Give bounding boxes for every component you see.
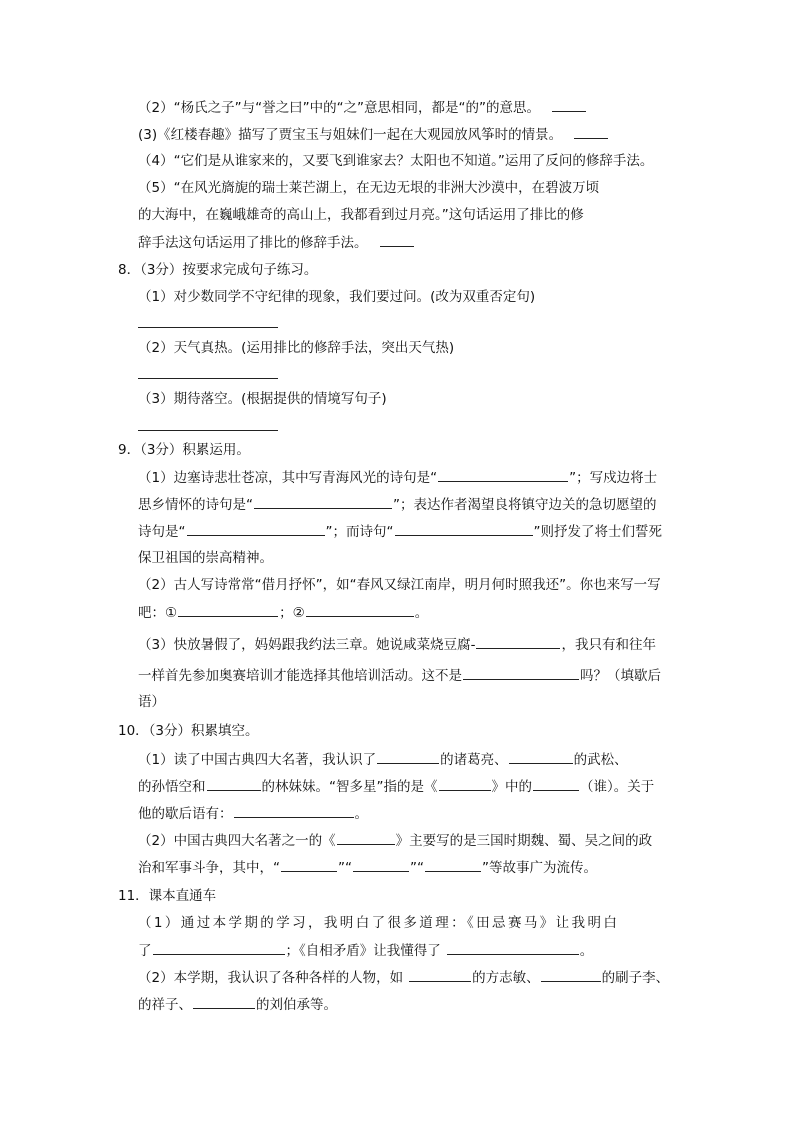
q8-item3: （3）期待落空。(根据提供的情境写句子): [138, 391, 387, 407]
answer-blank[interactable]: [425, 857, 481, 872]
answer-line[interactable]: [138, 430, 278, 431]
q9-item3-line1: （3）快放暑假了，妈妈跟我约法三章。她说咸菜烧豆腐- ，我只有和往年: [138, 634, 656, 655]
answer-blank[interactable]: [353, 857, 409, 872]
q8-item1: （1）对少数同学不守纪律的现象，我们要过问。(改为双重否定句): [138, 289, 536, 305]
q9-item3-line3: 语）: [138, 694, 165, 710]
answer-blank[interactable]: [234, 803, 354, 818]
answer-blank[interactable]: [187, 521, 325, 536]
q11-item2-line1: （2）本学期，我认识了各种各样的人物，如 的方志敏、 的刷子李、: [138, 967, 669, 988]
answer-blank[interactable]: [409, 967, 471, 982]
q9-item2-line2: 吧：① ；② 。: [138, 602, 428, 623]
q11-item2-line2: 的祥子、 的刘伯承等。: [138, 994, 337, 1015]
answer-blank[interactable]: [281, 857, 337, 872]
answer-blank[interactable]: [395, 521, 533, 536]
q8-item2: （2）天气真热。(运用排比的修辞手法，突出天气热): [138, 340, 455, 356]
q11-title: 11．课本直通车: [118, 888, 217, 904]
q7-item3: (3)《红楼春趣》描写了贾宝玉与姐妹们一起在大观园放风筝时的情景。: [138, 124, 609, 145]
answer-blank[interactable]: [463, 665, 579, 680]
q11-item1-line2: 了 ；《自相矛盾》让我懂得了 。: [138, 940, 593, 961]
answer-blank[interactable]: [439, 776, 491, 791]
answer-blank[interactable]: [552, 97, 586, 112]
answer-blank[interactable]: [574, 124, 608, 139]
q9-item2-line1: （2）古人写诗常常“借月抒怀”，如“春风又绿江南岸，明月何时照我还”。你也来写一写: [138, 577, 661, 593]
q9-item3-line2: 一样首先参加奥赛培训才能选择其他培训活动。这不是 吗？（填歇后: [138, 665, 661, 686]
answer-blank[interactable]: [377, 749, 439, 764]
answer-blank[interactable]: [178, 602, 278, 617]
q11-item1-line1: （1）通过本学期的学习，我明白了很多道理：《田忌赛马》让我明白: [138, 915, 620, 931]
q7-item5-line1: （5）“在风光旖旎的瑞士莱芒湖上，在无边无垠的非洲大沙漠中，在碧波万顷: [138, 180, 600, 196]
answer-blank[interactable]: [337, 830, 395, 845]
q9-item1-line4: 保卫祖国的崇高精神。: [138, 550, 273, 566]
answer-blank[interactable]: [509, 749, 573, 764]
q10-item2-line2: 治和军事斗争，其中，“ ”“ ”“ ”等故事广为流传。: [138, 857, 597, 878]
answer-blank[interactable]: [153, 940, 285, 955]
answer-blank[interactable]: [193, 994, 255, 1009]
answer-line[interactable]: [138, 378, 278, 379]
answer-blank[interactable]: [254, 494, 392, 509]
q7-item2: （2）“杨氏之子”与“誉之曰”中的“之”意思相同，都是“的”的意思。: [138, 97, 587, 118]
answer-blank[interactable]: [380, 232, 414, 247]
answer-blank[interactable]: [541, 967, 601, 982]
q9-title: 9．（3分）积累运用。: [118, 442, 250, 458]
q10-item1-line3: 他的歇后语有： 。: [138, 803, 368, 824]
answer-blank[interactable]: [476, 634, 560, 649]
answer-blank[interactable]: [447, 940, 579, 955]
answer-blank[interactable]: [533, 776, 579, 791]
q9-item1-line3: 诗句是“ ”；而诗句“ ”则抒发了将士们誓死: [138, 521, 662, 542]
q9-item1-line1: （1）边塞诗悲壮苍凉，其中写青海风光的诗句是“ ”；写戍边将士: [138, 467, 657, 488]
answer-blank[interactable]: [306, 602, 414, 617]
q7-item5-line3: 辞手法这句话运用了排比的修辞手法。: [138, 232, 415, 253]
q7-item5-line2: 的大海中，在巍峨雄奇的高山上，我都看到过月亮。”这句话运用了排比的修: [138, 207, 584, 223]
q10-item1-line2: 的孙悟空和 的林妹妹。“智多星”指的是《 》中的 （谁）。关于: [138, 776, 654, 797]
answer-line[interactable]: [138, 327, 278, 328]
q10-title: 10．（3分）积累填空。: [118, 723, 259, 739]
answer-blank[interactable]: [207, 776, 261, 791]
answer-blank[interactable]: [438, 467, 568, 482]
q7-item4: （4）“它们是从谁家来的，又要飞到谁家去？太阳也不知道。”运用了反问的修辞手法。: [138, 153, 654, 169]
q10-item1-line1: （1）读了中国古典四大名著，我认识了 的诸葛亮、 的武松、: [138, 749, 628, 770]
q10-item2-line1: （2）中国古典四大名著之一的《 》主要写的是三国时期魏、蜀、吴之间的政: [138, 830, 652, 851]
q8-title: 8．（3分）按要求完成句子练习。: [118, 262, 318, 278]
q9-item1-line2: 思乡情怀的诗句是“ ”；表达作者渴望良将镇守边关的急切愿望的: [138, 494, 657, 515]
